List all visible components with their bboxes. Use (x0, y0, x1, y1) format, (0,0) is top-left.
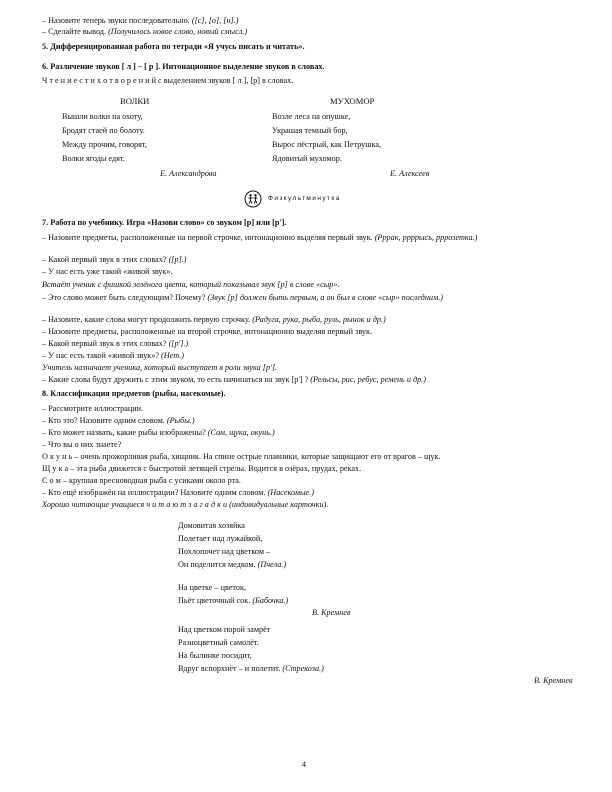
riddle-line: Похлопочет над цветком – (178, 547, 271, 556)
section-heading-7: 7. Работа по учебнику. Игра «Назови слово» со звуком [р] или [р']. (42, 218, 287, 227)
riddle-author: В. Кремнев (534, 676, 573, 685)
text-line: – У нас есть такой «живой звук»? (Нет.) (42, 351, 184, 360)
poem-line: Вырос пёстрый, как Петрушка, (272, 140, 382, 149)
exercising-people-icon (244, 190, 262, 208)
text-line: – Какой первый звук в этих словах? ([р].) (42, 255, 187, 264)
riddle-line: Разноцветный самолёт. (178, 638, 259, 647)
riddle-line: Пьёт цветочный сок. (Бабочка.) (178, 596, 289, 605)
text-line: О к у н ь – очень прожорливая рыба, хищник. На спине острые плавники, которые защищают его от врагов – щук. (42, 452, 441, 461)
text-line: Хорошо читающие учащиеся ч и т а ю т з а г а д к и (индивидуальные карточки). (42, 500, 329, 509)
riddle-line: Вдруг вспорхнёт – и полетит. (Стрекоза.) (178, 664, 324, 673)
text-paragraph: – Это слово может быть следующим? Почему? (Звук [р] должен быть первым, а он был в слове «сыр» последним.) (42, 293, 443, 302)
poem-line: Волки ягоды едят. (62, 154, 125, 163)
text-line: – Рассмотрите иллюстрации. (42, 404, 144, 413)
riddle-line: Полетает над лужайкой, (178, 534, 263, 543)
riddle-line: На былинке посидит, (178, 651, 252, 660)
text-line: – Кто ещё изображён на иллюстрации? Назовите одним словом. (Насекомые.) (42, 488, 314, 497)
poem-line: Украшая темный бор, (272, 126, 348, 135)
text-line: – У нас есть уже такой «живой звук». (42, 267, 173, 276)
text-line: – Назовите предметы, расположенные на второй строчке, интонационно выделяя первый звук. (42, 327, 373, 336)
page-number: 4 (302, 760, 306, 769)
poem-author-right: Е. Алексеев (390, 169, 430, 178)
poem-line: Бродят стаей по болоту. (62, 126, 145, 135)
text-line: – Какие слова будут дружить с этим звуком, то есть начинаться на звук [р'] ? (Рельсы, рис, ребус, ремень и др.) (42, 375, 426, 384)
poem-author-left: Е. Александрова (160, 169, 217, 178)
section-heading-8: 8. Классификация предметов (рыбы, насекомые). (42, 389, 226, 398)
section-heading-5: 5. Дифференцированная работа по тетради «Я учусь писать и читать». (42, 42, 305, 51)
text-line: – Какой первый звук в этих словах? ([р'].) (42, 339, 189, 348)
text-line: С о м – крупная пресноводная рыба с усиками около рта. (42, 476, 241, 485)
poem-line: Между прочим, говорят, (62, 140, 147, 149)
poem-line: Ядовитый мухомор. (272, 154, 342, 163)
text-line: Учитель назначает ученика, который выступает в роли звука [р']. (42, 363, 278, 372)
poem-line: Возле леса на опушке, (272, 112, 351, 121)
text-line: – Кто может назвать, какие рыбы изображены? (Сом, щука, окунь.) (42, 428, 275, 437)
text-line: – Назовите теперь звуки последовательно. ([с], [о], [н].) (42, 16, 239, 25)
section-heading-6: 6. Различение звуков [ л ] – [ р ]. Интонационное выделение звуков в словах. (42, 62, 325, 71)
poem-title-left: ВОЛКИ (120, 96, 150, 106)
poem-title-right: МУХОМОР (330, 96, 375, 106)
text-line: – Что вы о них знаете? (42, 440, 122, 449)
text-line: – Кто это? Назовите одним словом. (Рыбы.) (42, 416, 195, 425)
riddle-line: Домовитая хозяйка (178, 521, 245, 530)
text-line: Щ у к а – эта рыба движется с быстротой летящей стрелы. Водится в озёрах, прудах, реках. (42, 464, 362, 473)
text-line: Встаёт ученик с фишкой зелёного цвета, который показывал звук [р] в слове «сыр». (42, 280, 340, 289)
text-line: – Сделайте вывод. (Получилось новое слово, новый смысл.) (42, 27, 248, 36)
fizminutka-label: Физкультминутка (268, 195, 341, 202)
fizminutka-divider (244, 190, 374, 210)
riddle-line: На цветке – цветок, (178, 583, 247, 592)
riddle-author: В. Кремнев (312, 608, 351, 617)
text-line: – Назовите, какие слова могут продолжить первую строчку. (Радуга, рука, рыба, руль, рынок и др.) (42, 315, 386, 324)
riddle-line: Он поделится медком. (Пчела.) (178, 560, 287, 569)
text-paragraph: – Назовите предметы, расположенные на первой строчке, интонационно выделяя первый звук. (Рррак, ррррысь, рррозетка.) (42, 233, 478, 242)
poem-line: Вышли волки на охоту, (62, 112, 143, 121)
riddle-line: Над цветком порой замрёт (178, 625, 271, 634)
reading-instruction: Ч т е н и е с т и х о т в о р е н и й с выделением звуков [ л ], [р] в словах. (42, 76, 294, 85)
